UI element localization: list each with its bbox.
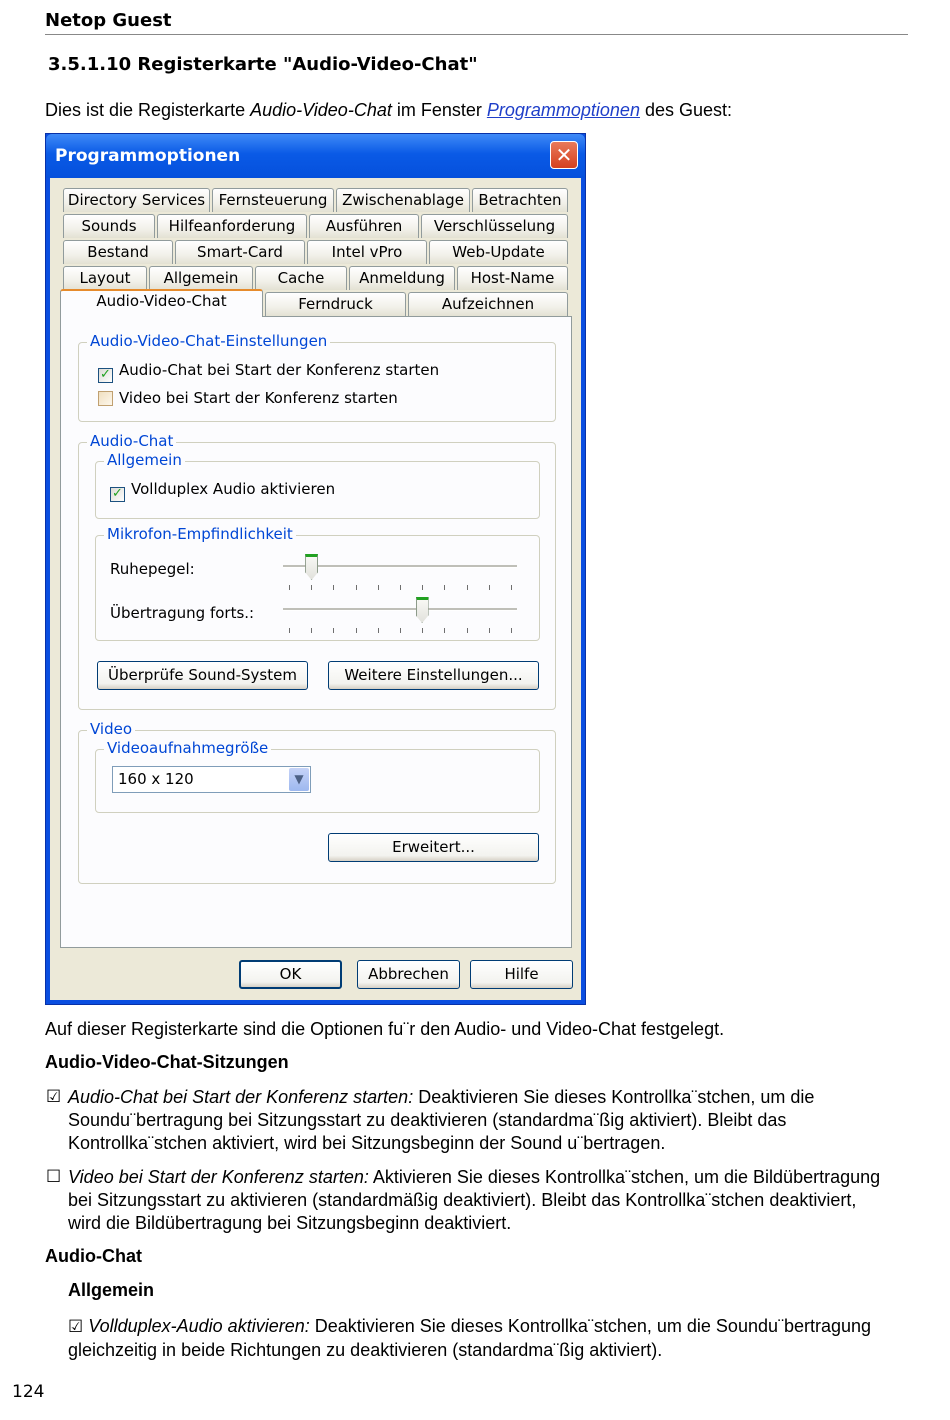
tab-ausfuehren[interactable]: Ausführen (309, 214, 419, 238)
video-size-select[interactable] (112, 766, 311, 793)
group-audio-chat (78, 432, 556, 710)
intro-paragraph (45, 100, 732, 121)
slider-tick (422, 585, 423, 590)
program-options-dialog (45, 133, 586, 1005)
slider-tick (489, 585, 490, 590)
tab-allgemein[interactable]: Allgemein (149, 266, 253, 290)
summary-paragraph: Auf dieser Registerkarte sind die Optionen fu¨r den Audio- und Video-Chat festgelegt. (45, 1019, 725, 1039)
slider-tick (467, 628, 468, 633)
ok-button[interactable]: OK (239, 960, 342, 989)
duplex-checkbox-row[interactable] (110, 480, 335, 502)
group-video-label: Video (87, 720, 135, 738)
audio-start-checkbox[interactable]: ✓ (98, 368, 113, 383)
tab-bestand[interactable]: Bestand (63, 240, 173, 264)
audio-start-label: Audio-Chat bei Start der Konferenz starten (119, 361, 440, 379)
check-sound-system-button[interactable]: Überprüfe Sound-System (97, 661, 308, 690)
group-audio-chat-label: Audio-Chat (87, 432, 176, 450)
heading-sessions: Audio-Video-Chat-Sitzungen (45, 1052, 289, 1072)
item-audio-start-term: Audio-Chat bei Start der Konferenz starten: (68, 1087, 414, 1107)
slider-tick (467, 585, 468, 590)
item-video-start-text: Aktivieren Sie dieses Kontrollka¨stchen, um die Bildübertragung bei Sitzungsstart zu aktivieren (standardmäßig deaktiviert). Bleibt das Kontrollka¨stchen deaktiviert, wird die Bildübertragung bei Sitzungsbeginn deaktiviert. (68, 1167, 881, 1233)
slider-tick (311, 628, 312, 633)
tab-layout[interactable]: Layout (63, 266, 147, 290)
tab-sounds[interactable]: Sounds (63, 214, 155, 238)
chevron-down-icon[interactable]: ▼ (289, 768, 309, 791)
more-settings-button[interactable]: Weitere Einstellungen... (328, 661, 539, 690)
tab-panel (60, 316, 572, 948)
checked-box-icon: ☑ (46, 1087, 62, 1107)
slider-track (283, 608, 517, 611)
slider-tick (333, 628, 334, 633)
slider-tick (333, 585, 334, 590)
tab-hilfeanforderung[interactable]: Hilfeanforderung (157, 214, 307, 238)
checked-box-icon: ☑ (68, 1317, 84, 1337)
item-video-start-term: Video bei Start der Konferenz starten: (68, 1167, 369, 1187)
video-start-label: Video bei Start der Konferenz starten (119, 389, 398, 407)
slider-tick (356, 628, 357, 633)
unchecked-box-icon: ☐ (46, 1167, 62, 1187)
tab-web-update[interactable]: Web-Update (429, 240, 568, 264)
slider-tick (444, 585, 445, 590)
slider-tick (422, 628, 423, 633)
tab-audio-video-chat[interactable]: Audio-Video-Chat (60, 289, 263, 317)
group-mic-label: Mikrofon-Empfindlichkeit (104, 525, 296, 543)
tab-verschluesselung[interactable]: Verschlüsselung (421, 214, 568, 238)
tab-cache[interactable]: Cache (255, 266, 347, 290)
section-title: 3.5.1.10 Registerkarte "Audio-Video-Chat" (48, 54, 478, 75)
slider-tick (489, 628, 490, 633)
slider-tick (400, 585, 401, 590)
duplex-checkbox[interactable]: ✓ (110, 487, 125, 502)
intro-middle: im Fenster (391, 100, 487, 120)
slider-tick (378, 585, 379, 590)
item-duplex-term: Vollduplex-Audio aktivieren: (88, 1316, 310, 1336)
item-audio-start (46, 1086, 888, 1155)
slider-thumb[interactable] (305, 554, 318, 580)
dialog-titlebar[interactable] (46, 134, 585, 178)
group-av-settings-label: Audio-Video-Chat-Einstellungen (87, 332, 330, 350)
continue-level-slider[interactable] (283, 597, 517, 637)
duplex-label: Vollduplex Audio aktivieren (131, 480, 336, 498)
tab-directory-services[interactable]: Directory Services (63, 188, 210, 212)
close-icon[interactable]: ✕ (550, 141, 578, 169)
intro-before: Dies ist die Registerkarte (45, 100, 251, 120)
heading-audio-chat: Audio-Chat (45, 1246, 142, 1266)
tab-aufzeichnen[interactable]: Aufzeichnen (408, 292, 568, 316)
group-av-settings (78, 332, 556, 422)
continue-level-label: Übertragung forts.: (110, 604, 255, 622)
group-general-label: Allgemein (104, 451, 185, 469)
idle-level-label: Ruhepegel: (110, 560, 195, 578)
video-size-value: 160 x 120 (118, 770, 194, 788)
group-mic-sensitivity (95, 525, 540, 641)
video-start-checkbox[interactable] (98, 391, 113, 406)
item-duplex-text: Deaktivieren Sie dieses Kontrollka¨stchen, um die Soundu¨bertragung gleichzeitig in beide Richtungen zu deaktivieren (standardma¨ßig aktiviert). (68, 1316, 872, 1360)
item-duplex (68, 1315, 888, 1362)
tab-ferndruck[interactable]: Ferndruck (265, 292, 406, 316)
heading-general: Allgemein (68, 1280, 155, 1300)
intro-after: des Guest: (639, 100, 733, 120)
tab-intel-vpro[interactable]: Intel vPro (307, 240, 427, 264)
cancel-button[interactable]: Abbrechen (357, 960, 460, 989)
group-video-size-label: Videoaufnahmegröße (104, 739, 271, 757)
slider-tick (289, 628, 290, 633)
running-header: Netop Guest (45, 10, 908, 35)
help-button[interactable]: Hilfe (470, 960, 573, 989)
slider-track (283, 565, 517, 568)
slider-tick (378, 628, 379, 633)
group-general (95, 451, 540, 519)
slider-tick (400, 628, 401, 633)
advanced-button[interactable]: Erweitert... (328, 833, 539, 862)
slider-tick (444, 628, 445, 633)
item-audio-start-text: Deaktivieren Sie dieses Kontrollka¨stchen, um die Soundu¨bertragung bei Sitzungsstart zu deaktivieren (standardma¨ßig aktiviert). Bleibt das Kontrollka¨stchen aktiviert, wird bei Sitzungsbeginn der Sound u¨bertragen. (68, 1087, 815, 1153)
slider-tick (511, 585, 512, 590)
slider-tick (311, 585, 312, 590)
idle-level-slider[interactable] (283, 554, 517, 594)
group-video-size (95, 739, 540, 813)
tab-zwischenablage[interactable]: Zwischenablage (336, 188, 470, 212)
page-number: 124 (12, 1382, 45, 1402)
item-video-start (46, 1166, 888, 1235)
group-video (78, 720, 556, 884)
dialog-client-area (50, 178, 581, 1000)
tab-smart-card[interactable]: Smart-Card (175, 240, 305, 264)
audio-start-checkbox-row[interactable] (98, 361, 439, 383)
slider-tick (511, 628, 512, 633)
tab-betrachten[interactable]: Betrachten (472, 188, 568, 212)
dialog-title: Programmoptionen (55, 146, 241, 166)
tab-host-name[interactable]: Host-Name (457, 266, 568, 290)
tab-fernsteuerung[interactable]: Fernsteuerung (212, 188, 334, 212)
intro-tab-name: Audio-Video-Chat (250, 100, 392, 120)
video-start-checkbox-row[interactable] (98, 389, 398, 407)
slider-thumb[interactable] (416, 597, 429, 623)
tab-anmeldung[interactable]: Anmeldung (349, 266, 455, 290)
programmoptionen-link[interactable]: Programmoptionen (486, 100, 640, 120)
slider-tick (356, 585, 357, 590)
slider-tick (289, 585, 290, 590)
